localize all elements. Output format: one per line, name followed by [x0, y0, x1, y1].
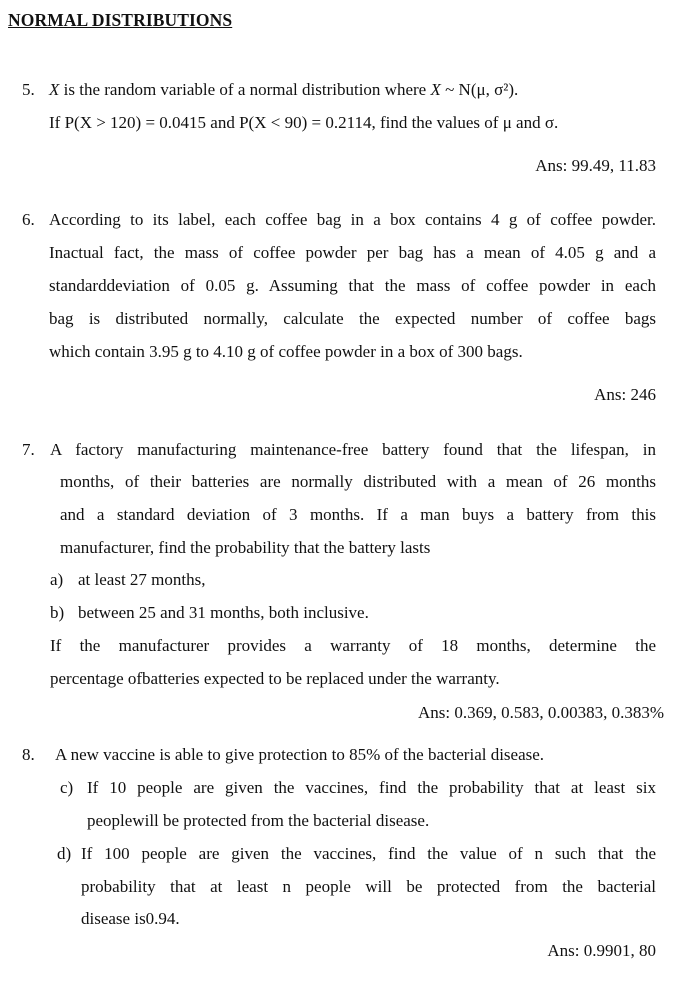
- answer: Ans: 99.49, 11.83: [535, 156, 656, 175]
- part-label: d): [57, 844, 72, 863]
- page-title: NORMAL DISTRIBUTIONS: [8, 10, 233, 30]
- question-number: 7.: [22, 440, 35, 459]
- question-text-line: A new vaccine is able to give protection to 85% of the bacterial disease.: [55, 745, 545, 764]
- question-text-line: standarddeviation of 0.05 g. Assuming that the mass of coffee powder in each: [49, 276, 656, 295]
- question-number: 8.: [22, 745, 35, 764]
- part-label: a): [50, 570, 64, 589]
- part-label: b): [50, 603, 65, 622]
- answer: Ans: 0.9901, 80: [547, 941, 656, 960]
- question-text-line: and a standard deviation of 3 months. If a man buys a battery from this: [60, 505, 656, 524]
- variable-x: X: [430, 80, 441, 99]
- answer: Ans: 246: [594, 385, 656, 404]
- part-text: between 25 and 31 months, both inclusive.: [78, 603, 369, 622]
- question-number: 5.: [22, 80, 35, 99]
- question-text-line: X is the random variable of a normal distribution where X ~ N(μ, σ²).: [49, 80, 519, 99]
- part-text: at least 27 months,: [78, 570, 206, 589]
- question-text-line: A factory manufacturing maintenance-free battery found that the lifespan, in: [50, 440, 656, 459]
- question-text-line: percentage ofbatteries expected to be replaced under the warranty.: [50, 669, 500, 688]
- question-text-line: According to its label, each coffee bag in a box contains 4 g of coffee powder.: [49, 210, 656, 229]
- question-text-line: If the manufacturer provides a warranty of 18 months, determine the: [50, 636, 656, 655]
- answer: Ans: 0.369, 0.583, 0.00383, 0.383%: [417, 703, 664, 722]
- question-text-line: Inactual fact, the mass of coffee powder per bag has a mean of 4.05 g and a: [49, 243, 656, 262]
- variable-x: X: [49, 80, 60, 99]
- part-text: disease is0.94.: [81, 909, 180, 928]
- part-text: If 10 people are given the vaccines, find the probability that at least six: [87, 778, 656, 797]
- part-text: If 100 people are given the vaccines, find the value of n such that the: [81, 844, 656, 863]
- question-text-line: which contain 3.95 g to 4.10 g of coffee powder in a box of 300 bags.: [49, 342, 523, 361]
- question-number: 6.: [22, 210, 35, 229]
- question-text-line: bag is distributed normally, calculate the expected number of coffee bags: [49, 309, 656, 328]
- question-text-line: months, of their batteries are normally distributed with a mean of 26 months: [60, 472, 656, 491]
- part-text: peoplewill be protected from the bacterial disease.: [87, 811, 430, 830]
- part-label: c): [60, 778, 74, 797]
- part-text: probability that at least n people will be protected from the bacterial: [81, 877, 656, 896]
- question-text-line: If P(X > 120) = 0.0415 and P(X < 90) = 0.2114, find the values of μ and σ.: [49, 113, 559, 132]
- question-text-line: manufacturer, find the probability that the battery lasts: [60, 538, 431, 557]
